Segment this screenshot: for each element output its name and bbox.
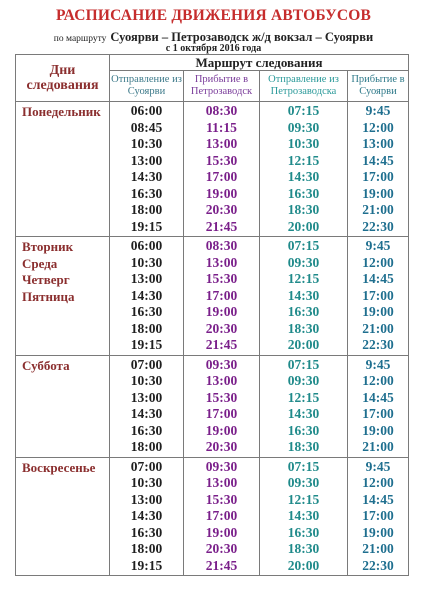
day-label: Среда <box>22 255 58 271</box>
time-value: 17:00 <box>362 508 394 523</box>
time-value: 07:15 <box>287 458 320 474</box>
column-header-departure-suoyarvi: Отправление из Суоярви <box>110 71 184 102</box>
time-value: 09:30 <box>205 458 238 474</box>
time-value: 16:30 <box>130 524 163 540</box>
time-value: 19:00 <box>362 304 394 319</box>
time-value: 18:30 <box>287 320 320 336</box>
departure-petrozavodsk-times <box>260 457 348 576</box>
day-label: Пятница <box>22 288 75 304</box>
time-value: 16:30 <box>287 304 320 319</box>
time-value: 09:30 <box>287 254 320 270</box>
time-value: 14:45 <box>362 271 394 286</box>
departure-suoyarvi-times <box>110 102 184 237</box>
time-value: 17:00 <box>205 287 238 303</box>
time-value: 21:45 <box>205 557 238 573</box>
time-value: 19:00 <box>205 524 238 540</box>
time-value: 17:00 <box>362 406 394 421</box>
time-value: 14:30 <box>287 287 320 303</box>
time-value: 22:30 <box>362 337 394 352</box>
time-value: 17:00 <box>205 406 238 421</box>
time-value: 14:30 <box>287 169 320 184</box>
route-header: Маршрут следования <box>110 55 409 71</box>
time-value: 19:00 <box>362 185 394 201</box>
time-value: 14:30 <box>130 169 163 184</box>
arrival-suoyarvi-times <box>348 355 409 457</box>
time-value: 14:30 <box>130 406 163 421</box>
time-value: 14:45 <box>362 491 394 507</box>
time-value: 10:30 <box>130 373 163 388</box>
day-label: Вторник <box>22 239 74 254</box>
time-value: 21:00 <box>362 320 394 336</box>
days-header: Дни следования <box>16 55 110 102</box>
time-value: 14:45 <box>362 152 394 168</box>
time-value: 08:30 <box>205 238 238 253</box>
column-header-arrival-suoyarvi: Прибытие в Суоярви <box>348 71 409 102</box>
time-value: 9:45 <box>365 238 391 253</box>
time-value: 16:30 <box>287 524 320 540</box>
time-value: 09:30 <box>205 356 238 372</box>
arrival-petrozavodsk-times <box>184 102 260 237</box>
time-value: 13:00 <box>130 491 163 507</box>
time-value: 12:15 <box>287 152 320 168</box>
days-cell <box>16 237 110 356</box>
time-value: 17:00 <box>205 508 238 523</box>
time-value: 17:00 <box>362 169 394 184</box>
time-value: 18:30 <box>287 439 320 454</box>
time-value: 21:45 <box>205 218 238 234</box>
time-value: 07:15 <box>287 238 320 253</box>
time-value: 20:00 <box>287 218 320 234</box>
time-value: 10:30 <box>130 475 163 490</box>
time-value: 9:45 <box>365 356 391 372</box>
departure-petrozavodsk-times <box>260 102 348 237</box>
schedule-table <box>15 54 409 576</box>
time-value: 15:30 <box>205 152 238 168</box>
time-value: 19:15 <box>130 557 163 573</box>
time-value: 07:00 <box>130 356 163 372</box>
time-value: 14:30 <box>287 406 320 421</box>
day-label: Понедельник <box>22 104 101 119</box>
time-value: 21:00 <box>362 439 394 454</box>
time-value: 19:00 <box>362 524 394 540</box>
time-value: 12:15 <box>287 389 320 405</box>
time-value: 15:30 <box>205 389 238 405</box>
time-value: 19:00 <box>205 185 238 201</box>
time-value: 20:30 <box>205 202 238 217</box>
time-value: 15:30 <box>205 271 238 286</box>
time-value: 18:00 <box>130 202 163 217</box>
time-value: 18:00 <box>130 320 163 336</box>
time-value: 13:00 <box>205 136 238 151</box>
time-value: 16:30 <box>130 304 163 319</box>
departure-petrozavodsk-times <box>260 237 348 356</box>
time-value: 12:00 <box>362 373 394 388</box>
time-value: 20:30 <box>205 320 238 336</box>
departure-petrozavodsk-times <box>260 355 348 457</box>
time-value: 12:15 <box>287 271 320 286</box>
time-value: 08:30 <box>205 103 238 118</box>
schedule-body <box>16 102 409 576</box>
day-label: Четверг <box>22 272 70 287</box>
time-value: 22:30 <box>362 218 394 234</box>
time-value: 19:00 <box>205 422 238 438</box>
time-value: 20:00 <box>287 557 320 573</box>
time-value: 13:00 <box>362 136 394 151</box>
time-value: 08:45 <box>130 119 163 135</box>
time-value: 18:30 <box>287 202 320 217</box>
time-value: 06:00 <box>130 238 163 253</box>
days-cell <box>16 355 110 457</box>
arrival-suoyarvi-times <box>348 102 409 237</box>
effective-date: с 1 октября 2016 года <box>165 43 262 54</box>
day-label: Суббота <box>22 357 70 373</box>
time-value: 13:00 <box>205 373 238 388</box>
time-value: 17:00 <box>362 287 394 303</box>
time-value: 10:30 <box>130 136 163 151</box>
arrival-petrozavodsk-times <box>184 237 260 356</box>
time-value: 14:30 <box>287 508 320 523</box>
time-value: 13:00 <box>130 271 163 286</box>
schedule-group-row <box>16 102 409 237</box>
time-value: 16:30 <box>130 422 163 438</box>
time-value: 09:30 <box>287 475 320 490</box>
schedule-group-row <box>16 355 409 457</box>
time-value: 13:00 <box>205 475 238 490</box>
time-value: 19:00 <box>362 422 394 438</box>
header-row <box>16 55 409 71</box>
time-value: 07:00 <box>130 458 163 474</box>
departure-suoyarvi-times <box>110 457 184 576</box>
time-value: 13:00 <box>130 152 163 168</box>
time-value: 06:00 <box>130 103 163 118</box>
time-value: 14:30 <box>130 287 163 303</box>
arrival-petrozavodsk-times <box>184 457 260 576</box>
page-title: РАСПИСАНИЕ ДВИЖЕНИЯ АВТОБУСОВ <box>55 7 372 24</box>
time-value: 12:15 <box>287 491 320 507</box>
days-cell <box>16 457 110 576</box>
time-value: 13:00 <box>205 254 238 270</box>
column-header-arrival-petrozavodsk: Прибытие в Петрозаводск <box>184 71 260 102</box>
departure-suoyarvi-times <box>110 355 184 457</box>
time-value: 07:15 <box>287 356 320 372</box>
route-prefix: по маршруту <box>53 34 107 44</box>
time-value: 21:00 <box>362 202 394 217</box>
time-value: 20:30 <box>205 541 238 556</box>
time-value: 14:30 <box>130 508 163 523</box>
time-value: 9:45 <box>365 458 391 474</box>
time-value: 12:00 <box>362 119 394 135</box>
time-value: 13:00 <box>130 389 163 405</box>
time-value: 19:15 <box>130 218 163 234</box>
arrival-petrozavodsk-times <box>184 355 260 457</box>
time-value: 11:15 <box>206 119 237 135</box>
arrival-suoyarvi-times <box>348 237 409 356</box>
time-value: 18:00 <box>130 439 163 454</box>
time-value: 22:30 <box>362 557 394 573</box>
time-value: 10:30 <box>130 254 163 270</box>
time-value: 21:45 <box>205 337 238 352</box>
time-value: 15:30 <box>205 491 238 507</box>
time-value: 12:00 <box>362 475 394 490</box>
time-value: 9:45 <box>365 103 391 118</box>
time-value: 18:00 <box>130 541 163 556</box>
time-value: 19:15 <box>130 337 163 352</box>
time-value: 14:45 <box>362 389 394 405</box>
time-value: 16:30 <box>287 185 320 201</box>
route-name: Суоярви – Петрозаводск ж/д вокзал – Суоярви <box>110 30 374 44</box>
arrival-suoyarvi-times <box>348 457 409 576</box>
time-value: 16:30 <box>287 422 320 438</box>
time-value: 17:00 <box>205 169 238 184</box>
time-value: 07:15 <box>287 103 320 118</box>
time-value: 20:30 <box>205 439 238 454</box>
time-value: 16:30 <box>130 185 163 201</box>
time-value: 20:00 <box>287 337 320 352</box>
day-label: Воскресенье <box>22 459 96 475</box>
days-cell <box>16 102 110 237</box>
column-header-departure-petrozavodsk: Отправление из Петрозаводска <box>260 71 348 102</box>
time-value: 09:30 <box>287 373 320 388</box>
time-value: 09:30 <box>287 119 320 135</box>
departure-suoyarvi-times <box>110 237 184 356</box>
time-value: 18:30 <box>287 541 320 556</box>
time-value: 19:00 <box>205 304 238 319</box>
time-value: 21:00 <box>362 541 394 556</box>
time-value: 10:30 <box>287 136 320 151</box>
schedule-group-row <box>16 237 409 356</box>
schedule-group-row <box>16 457 409 576</box>
time-value: 12:00 <box>362 254 394 270</box>
